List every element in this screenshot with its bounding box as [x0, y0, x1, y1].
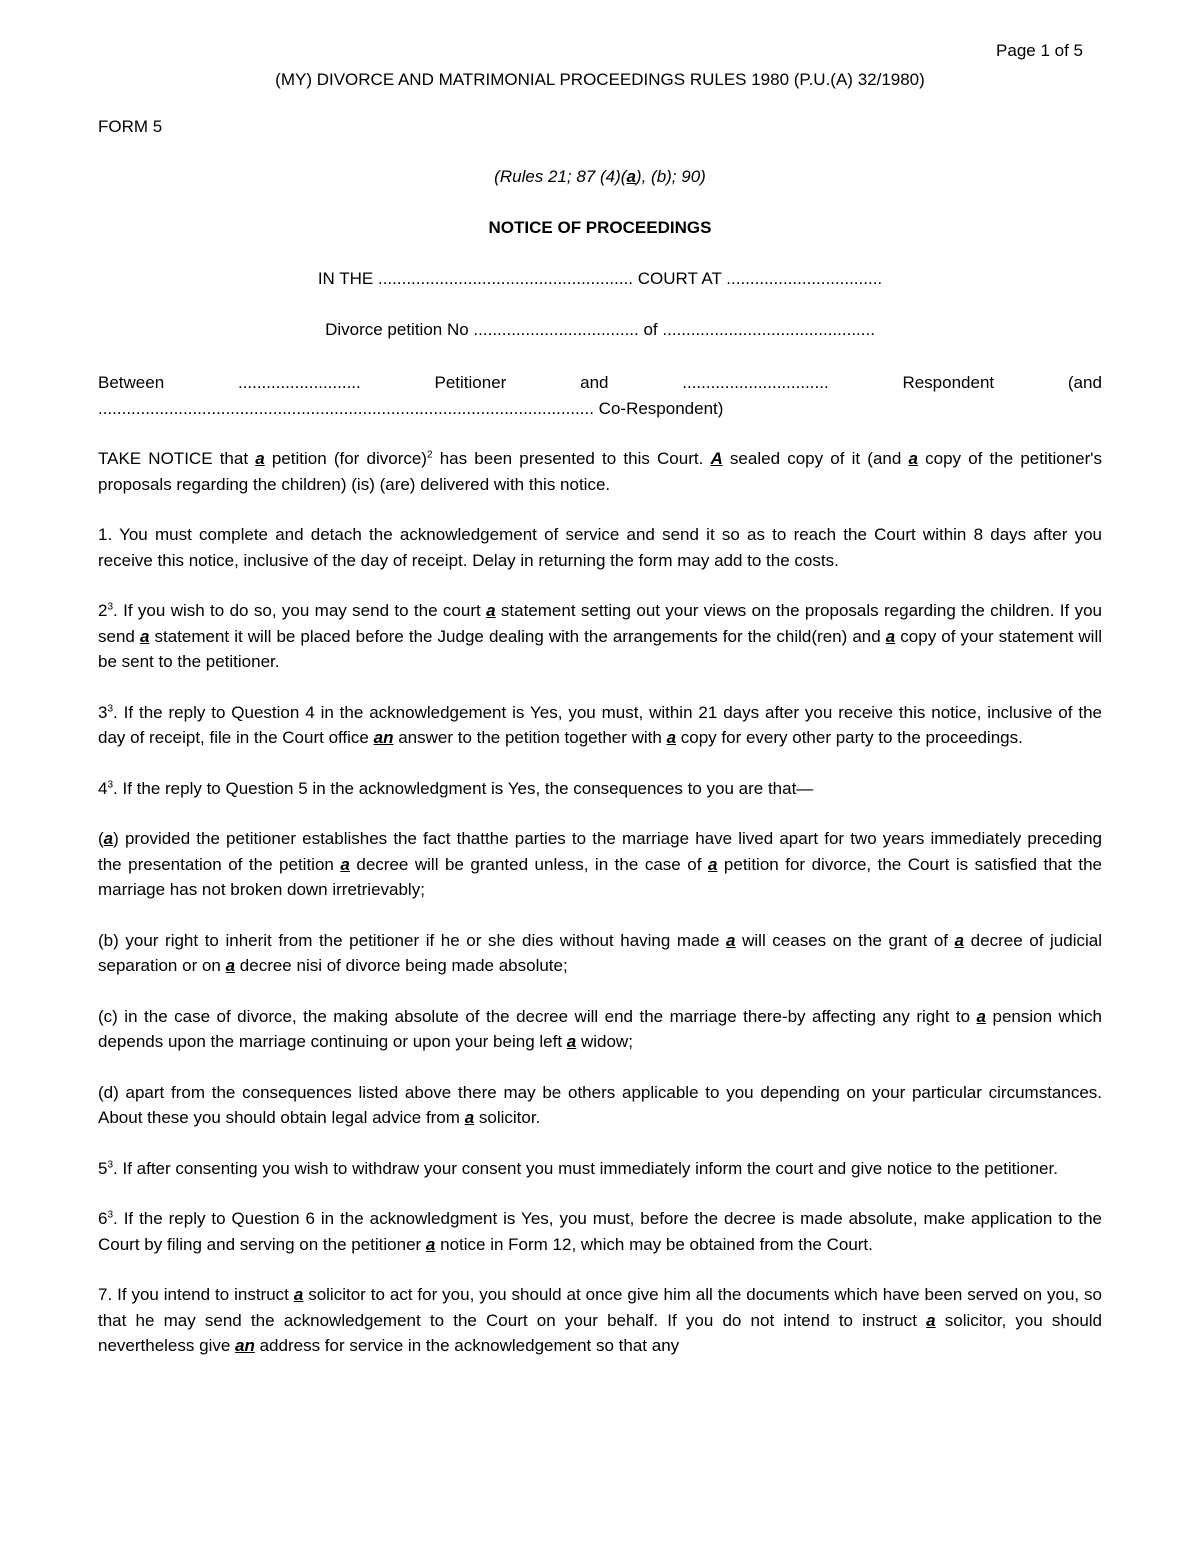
paragraph-5: $5^3$. If after consenting you wish to withdraw your consent you must immediately inform the court and give notice to the petitioner. [98, 1158, 1058, 1178]
paragraph-4b: (b) your right to inherit from the petitioner if he or she dies without having made a will ceases on the grant of a decree of judicial separation or on a decree nisi of divorce being made absolute; [98, 930, 1102, 975]
form-label: FORM 5 [98, 117, 163, 136]
between-label: Between [98, 373, 165, 392]
body-text [98, 446, 1102, 1384]
co-respondent-blank: ......................................................................................................... [98, 399, 594, 418]
respondent-blank: ............................... [682, 373, 829, 392]
co-respondent-row [98, 396, 1102, 422]
court-place-blank: ................................. [726, 269, 883, 288]
respondent-label: Respondent [902, 373, 995, 392]
rules-reference [0, 167, 1200, 187]
paragraph-4: $4^3$. If the reply to Question 5 in the acknowledgment is Yes, the consequences to you are that— [98, 778, 814, 798]
notice-heading: NOTICE OF PROCEEDINGS [488, 218, 712, 237]
petition-no-blank: ................................... [473, 320, 639, 339]
page-number: Page 1 of 5 [996, 41, 1083, 60]
paragraph-4d: (d) apart from the consequences listed above there may be others applicable to you depending on your particular circumstances. About these you should obtain legal advice from a solicitor. [98, 1082, 1102, 1127]
paragraph-4c: (c) in the case of divorce, the making absolute of the decree will end the marriage there-by affecting any right to a pension which depends upon the marriage continuing or upon your being left a widow; [98, 1006, 1102, 1051]
paragraph-1: 1. You must complete and detach the acknowledgement of service and send it so as to reach the Court within 8 days after you receive this notice, inclusive of the day of receipt. Delay in returning the form may add to the costs. [98, 525, 1102, 570]
and-label: and [580, 373, 609, 392]
rules-ref-open: (Rules 21; 87 (4)( [494, 167, 627, 186]
court-line [0, 269, 1200, 289]
paragraph-6: $6^3$. If the reply to Question 6 in the acknowledgment is Yes, you must, before the decree is made absolute, make application to the Court by filing and serving on the petitioner a notice in Form 12, which may be obtained from the Court. [98, 1209, 1102, 1254]
co-respondent-label: Co-Respondent) [598, 399, 724, 418]
petition-line [0, 320, 1200, 340]
paragraph-7: 7. If you intend to instruct a solicitor to act for you, you should at once give him all the documents which have been served on you, so that he may send the acknowledgement to the Court on your behalf. If you do not intend to instruct a solicitor, you should nevertheless give an address for service in the acknowledgement so that any [98, 1285, 1103, 1355]
court-blank: ...................................................... [377, 269, 634, 288]
and-paren-label: (and [1067, 373, 1102, 392]
paragraph-3: $3^3$. If the reply to Question 4 in the acknowledgement is Yes, you must, within 21 days after you receive this notice, inclusive of the day of receipt, file in the Court office an answer to the petition together with a copy for every other party to the proceedings. [98, 702, 1102, 747]
parties-row [98, 370, 1102, 396]
document-title: (MY) DIVORCE AND MATRIMONIAL PROCEEDINGS RULES 1980 (P.U.(A) 32/1980) [275, 70, 925, 89]
petitioner-label: Petitioner [434, 373, 507, 392]
rules-ref-close: ), (b); 90) [635, 167, 706, 186]
petitioner-blank: .......................... [237, 373, 361, 392]
court-at-label: COURT AT [637, 269, 722, 288]
paragraph-take-notice: TAKE NOTICE that a petition (for divorce)$^2$ has been presented to this Court. A sealed copy of it (and a copy of the petitioner's proposals regarding the children) (is) (are) delivered with this notice. [98, 449, 1103, 494]
petition-of-label: of [643, 320, 658, 339]
rules-ref-a: a [626, 167, 636, 186]
paragraph-4a: (a) provided the petitioner establishes the fact thatthe parties to the marriage have lived apart for two years immediately preceding the presentation of the petition a decree will be granted unless, in the case of a petition for divorce, the Court is satisfied that the marriage has not broken down irretrievably; [98, 829, 1103, 899]
petition-no-label: Divorce petition No [325, 320, 469, 339]
in-the-label: IN THE [317, 269, 374, 288]
paragraph-2: $2^3$. If you wish to do so, you may send to the court a statement setting out your views on the proposals regarding the children. If you send a statement it will be placed before the Judge dealing with the arrangements for the child(ren) and a copy of your statement will be sent to the petitioner. [98, 601, 1103, 671]
petition-of-blank: ............................................. [662, 320, 875, 339]
parties-block [98, 370, 1102, 422]
